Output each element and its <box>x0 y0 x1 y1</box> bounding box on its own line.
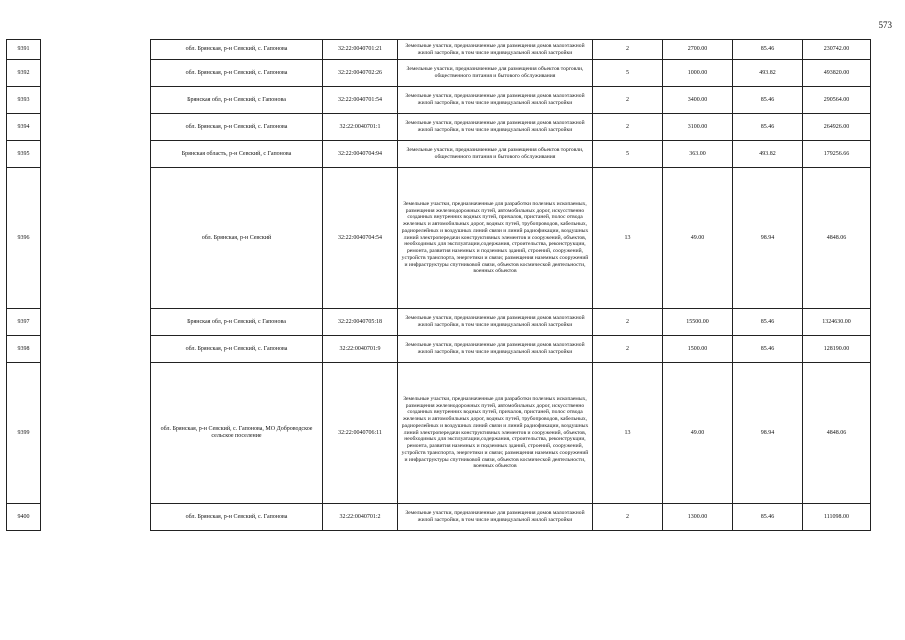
land-use-cell: Земельные участки, предназначенные для размещения объектов торговли, общественного питания и бытового обслуживания <box>398 141 593 168</box>
land-use-cell: Земельные участки, предназначенные для размещения домов малоэтажной жилой застройки, в том числе индивидуальной жилой застройки <box>398 336 593 363</box>
rate-cell: 85.46 <box>733 40 803 60</box>
cadastral-value-cell: 1324630.00 <box>803 309 871 336</box>
land-use-cell: Земельные участки, предназначенные для размещения домов малоэтажной жилой застройки, в том числе индивидуальной жилой застройки <box>398 309 593 336</box>
use-group-cell: 2 <box>593 87 663 114</box>
table-row <box>7 40 871 60</box>
land-use-cell: Земельные участки, предназначенные для размещения домов малоэтажной жилой застройки, в том числе индивидуальной жилой застройки <box>398 87 593 114</box>
use-group-cell: 5 <box>593 60 663 87</box>
rate-cell: 98.94 <box>733 363 803 504</box>
table-row <box>7 87 871 114</box>
area-cell: 49.00 <box>663 363 733 504</box>
table-row <box>7 168 871 309</box>
address-cell: Брянская область, р-н Севский, с Гапонова <box>151 141 323 168</box>
use-group-cell: 2 <box>593 40 663 60</box>
table-row <box>7 60 871 87</box>
cadastral-number-cell: 32:22:0040705:18 <box>323 309 398 336</box>
row-number: 9395 <box>7 141 41 168</box>
column-gap <box>41 336 151 363</box>
row-number: 9400 <box>7 504 41 531</box>
use-group-cell: 2 <box>593 114 663 141</box>
table-row <box>7 309 871 336</box>
use-group-cell: 5 <box>593 141 663 168</box>
column-gap <box>41 168 151 309</box>
address-cell: обл. Брянская, р-н Севский, с. Гапонова <box>151 504 323 531</box>
row-number: 9396 <box>7 168 41 309</box>
cadastral-number-cell: 32:22:0040701:54 <box>323 87 398 114</box>
use-group-cell: 2 <box>593 504 663 531</box>
column-gap <box>41 60 151 87</box>
cadastral-number-cell: 32:22:0040701:1 <box>323 114 398 141</box>
address-cell: обл. Брянская, р-н Севский <box>151 168 323 309</box>
address-cell: обл. Брянская, р-н Севский, с. Гапонова <box>151 40 323 60</box>
cadastral-value-cell: 4848.06 <box>803 363 871 504</box>
table-row <box>7 336 871 363</box>
column-gap <box>41 40 151 60</box>
cadastral-number-cell: 32:22:0040701:2 <box>323 504 398 531</box>
rate-cell: 85.46 <box>733 336 803 363</box>
cadastral-value-cell: 4848.06 <box>803 168 871 309</box>
row-number: 9394 <box>7 114 41 141</box>
land-register-table <box>6 39 871 531</box>
area-cell: 15500.00 <box>663 309 733 336</box>
address-cell: Брянская обл, р-н Севский, с Гапонова <box>151 87 323 114</box>
address-cell: обл. Брянская, р-н Севский, с. Гапонова <box>151 336 323 363</box>
area-cell: 363.00 <box>663 141 733 168</box>
cadastral-number-cell: 32:22:0040704:94 <box>323 141 398 168</box>
area-cell: 1300.00 <box>663 504 733 531</box>
row-number: 9397 <box>7 309 41 336</box>
address-cell: Брянская обл, р-н Севский, с Гапонова <box>151 309 323 336</box>
land-use-cell: Земельные участки, предназначенные для разработки полезных ископаемых, размещения железнодорожных путей, автомобильных дорог, искусственно созданных внутренних водных путей, причалов, пристаней, полос отвода железных и автомобильных дорог, водных путей, трубопроводов, кабельных, радиорелейных и воздушных линий связи и линий радиофикации, воздушных линий электропередачи конструктивных элементов и сооружений, объектов, необходимых для эксплуатации,содержания, строительства, реконструкции, ремонта, развития наземных и подземных зданий, строений, сооружений, устройств транспорта, энергетики и связи; размещения наземных сооружений и инфраструктуры спутниковой связи, объектов космической деятельности, военных объектов <box>398 168 593 309</box>
use-group-cell: 13 <box>593 168 663 309</box>
cadastral-number-cell: 32:22:0040704:54 <box>323 168 398 309</box>
use-group-cell: 13 <box>593 363 663 504</box>
area-cell: 49.00 <box>663 168 733 309</box>
column-gap <box>41 363 151 504</box>
cadastral-number-cell: 32:22:0040702:26 <box>323 60 398 87</box>
land-use-cell: Земельные участки, предназначенные для размещения домов малоэтажной жилой застройки, в том числе индивидуальной жилой застройки <box>398 504 593 531</box>
area-cell: 3400.00 <box>663 87 733 114</box>
column-gap <box>41 87 151 114</box>
cadastral-number-cell: 32:22:0040701:21 <box>323 40 398 60</box>
cadastral-value-cell: 493820.00 <box>803 60 871 87</box>
rate-cell: 493.82 <box>733 141 803 168</box>
cadastral-value-cell: 111098.00 <box>803 504 871 531</box>
cadastral-value-cell: 230742.00 <box>803 40 871 60</box>
rate-cell: 85.46 <box>733 309 803 336</box>
cadastral-value-cell: 128190.00 <box>803 336 871 363</box>
cadastral-number-cell: 32:22:0040706:11 <box>323 363 398 504</box>
row-number: 9399 <box>7 363 41 504</box>
address-cell: обл. Брянская, р-н Севский, с. Гапонова <box>151 114 323 141</box>
row-number: 9392 <box>7 60 41 87</box>
area-cell: 1000.00 <box>663 60 733 87</box>
table-row <box>7 114 871 141</box>
row-number: 9393 <box>7 87 41 114</box>
land-use-cell: Земельные участки, предназначенные для размещения домов малоэтажной жилой застройки, в том числе индивидуальной жилой застройки <box>398 40 593 60</box>
area-cell: 3100.00 <box>663 114 733 141</box>
address-cell: обл. Брянская, р-н Севский, с. Гапонова <box>151 60 323 87</box>
rate-cell: 85.46 <box>733 87 803 114</box>
land-use-cell: Земельные участки, предназначенные для размещения объектов торговли, общественного питания и бытового обслуживания <box>398 60 593 87</box>
address-cell: обл. Брянская, р-н Севский, с. Гапонова, МО Доброводское сельское поселение <box>151 363 323 504</box>
row-number: 9391 <box>7 40 41 60</box>
table-row <box>7 363 871 504</box>
cadastral-number-cell: 32:22:0040701:9 <box>323 336 398 363</box>
land-use-cell: Земельные участки, предназначенные для разработки полезных ископаемых, размещения железнодорожных путей, автомобильных дорог, искусственно созданных внутренних водных путей, причалов, пристаней, полос отвода железных и автомобильных дорог, водных путей, трубопроводов, кабельных, радиорелейных и воздушных линий связи и линий радиофикации, воздушных линий электропередачи конструктивных элементов и сооружений, объектов, необходимых для эксплуатации,содержания, строительства, реконструкции, ремонта, развития наземных и подземных зданий, строений, сооружений, устройств транспорта, энергетики и связи; размещения наземных сооружений и инфраструктуры спутниковой связи, объектов космической деятельности, военных объектов <box>398 363 593 504</box>
row-number: 9398 <box>7 336 41 363</box>
rate-cell: 493.82 <box>733 60 803 87</box>
rate-cell: 85.46 <box>733 504 803 531</box>
area-cell: 1500.00 <box>663 336 733 363</box>
table-row <box>7 141 871 168</box>
cadastral-value-cell: 290564.00 <box>803 87 871 114</box>
page-number: 573 <box>878 20 892 30</box>
column-gap <box>41 309 151 336</box>
use-group-cell: 2 <box>593 336 663 363</box>
column-gap <box>41 114 151 141</box>
land-use-cell: Земельные участки, предназначенные для размещения домов малоэтажной жилой застройки, в том числе индивидуальной жилой застройки <box>398 114 593 141</box>
use-group-cell: 2 <box>593 309 663 336</box>
table-row <box>7 504 871 531</box>
area-cell: 2700.00 <box>663 40 733 60</box>
rate-cell: 85.46 <box>733 114 803 141</box>
column-gap <box>41 141 151 168</box>
cadastral-value-cell: 179256.66 <box>803 141 871 168</box>
rate-cell: 98.94 <box>733 168 803 309</box>
column-gap <box>41 504 151 531</box>
cadastral-value-cell: 264926.00 <box>803 114 871 141</box>
